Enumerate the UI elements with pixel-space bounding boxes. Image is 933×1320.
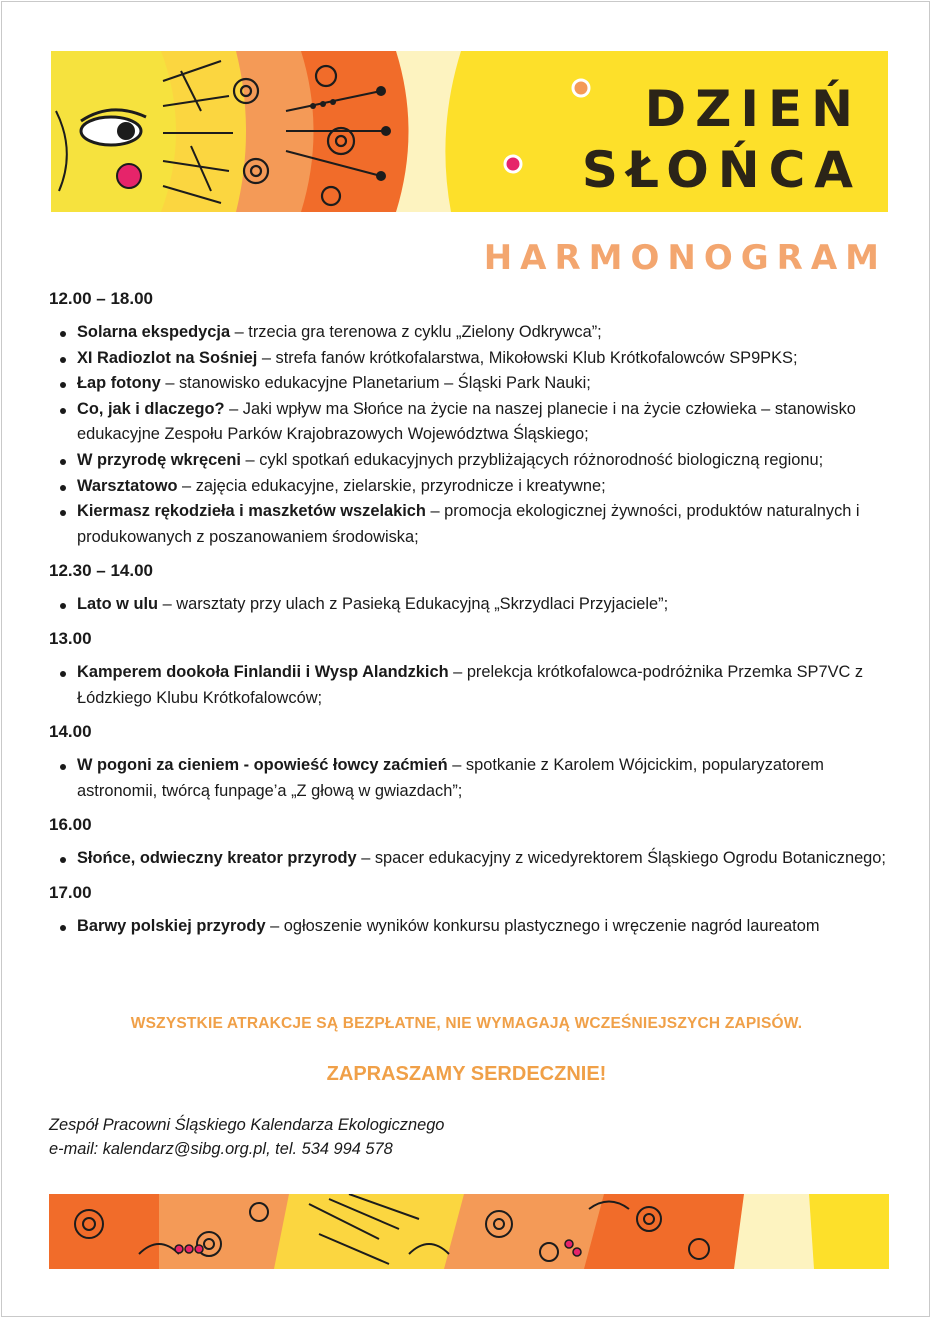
event-item bbox=[77, 397, 899, 448]
event-description: – spotkanie z Karolem Wójcickim, popularyzatorem astronomii, twórcą funpage’a „Z głową w gwiazdach”; bbox=[77, 756, 824, 800]
event-title: W pogoni za cieniem - opowieść łowcy zaćmień bbox=[77, 756, 448, 775]
time-heading: 16.00 bbox=[49, 815, 92, 835]
event-item bbox=[77, 346, 899, 372]
event-item bbox=[77, 660, 899, 711]
event-title: Barwy polskiej przyrody bbox=[77, 916, 266, 935]
invitation-text: ZAPRASZAMY SERDECZNIE! bbox=[326, 1063, 607, 1085]
event-item bbox=[77, 753, 899, 804]
event-list bbox=[49, 660, 899, 711]
event-description: – warsztaty przy ulach z Pasieką Edukacyjną „Skrzydlaci Przyjaciele”; bbox=[158, 595, 669, 614]
event-item bbox=[77, 448, 899, 474]
event-title: Kiermasz rękodzieła i maszketów wszelakich bbox=[77, 502, 426, 521]
time-heading: 12.30 – 14.00 bbox=[49, 561, 153, 581]
event-list bbox=[49, 753, 899, 804]
contact-details: e-mail: kalendarz@sibg.org.pl, tel. 534 994 578 bbox=[49, 1140, 393, 1158]
event-description: – cykl spotkań edukacyjnych przybliżających różnorodność biologiczną regionu; bbox=[240, 450, 824, 469]
event-title: Warsztatowo bbox=[77, 476, 178, 495]
event-item bbox=[77, 592, 899, 618]
event-item bbox=[77, 499, 899, 550]
top-banner bbox=[51, 51, 888, 212]
event-title: Co, jak i dlaczego? bbox=[77, 399, 225, 418]
event-list bbox=[49, 592, 899, 618]
event-item bbox=[77, 320, 899, 346]
event-title: Słońce, odwieczny kreator przyrody bbox=[77, 849, 357, 868]
event-item bbox=[77, 474, 899, 500]
contact-info bbox=[49, 1113, 444, 1161]
event-title: XI Radiozlot na Sośniej bbox=[77, 348, 258, 367]
event-description: – stanowisko edukacyjne Planetarium – Śląski Park Nauki; bbox=[160, 374, 591, 393]
event-description: – strefa fanów krótkofalarstwa, Mikołowski Klub Krótkofalowców SP9PKS; bbox=[257, 348, 798, 367]
free-admission-notice: WSZYSTKIE ATRAKCJE SĄ BEZPŁATNE, NIE WYMAGAJĄ WCZEŚNIEJSZYCH ZAPISÓW. bbox=[130, 1015, 803, 1032]
footer-banner bbox=[49, 1194, 889, 1269]
event-title: Kamperem dookoła Finlandii i Wysp Alandzkich bbox=[77, 662, 449, 681]
time-heading: 14.00 bbox=[49, 722, 92, 742]
schedule bbox=[49, 287, 899, 949]
event-description: – prelekcja krótkofalowca-podróżnika Przemka SP7VC z Łódzkiego Klubu Krótkofalowców; bbox=[77, 662, 864, 707]
event-title: Lato w ulu bbox=[77, 595, 159, 614]
time-heading: 12.00 – 18.00 bbox=[49, 289, 153, 308]
event-item bbox=[77, 846, 899, 872]
event-description: – ogłoszenie wyników konkursu plastycznego i wręczenie nagród laureatom bbox=[265, 916, 820, 935]
event-title: Łap fotony bbox=[77, 374, 161, 393]
event-description: – Jaki wpływ ma Słońce na życie na naszej planecie i na życie człowieka – stanowisko edukacyjne Zespołu Parków Krajobrazowych Województwa Śląskiego; bbox=[77, 399, 856, 444]
pattern-illustration bbox=[49, 1194, 889, 1269]
event-item bbox=[77, 371, 899, 397]
event-list bbox=[49, 914, 899, 940]
event-item bbox=[77, 914, 899, 940]
organizer-name: Zespół Pracowni Śląskiego Kalendarza Ekologicznego bbox=[49, 1116, 445, 1134]
subtitle: HARMONOGRAM bbox=[483, 238, 887, 278]
event-description: – zajęcia edukacyjne, zielarskie, przyrodnicze i kreatywne; bbox=[177, 476, 606, 495]
title-line-2: SŁOŃCA bbox=[581, 141, 862, 199]
event-list bbox=[49, 846, 899, 872]
event-description: – trzecia gra terenowa z cyklu „Zielony Odkrywca”; bbox=[230, 323, 602, 341]
time-heading: 13.00 bbox=[49, 628, 92, 648]
time-heading: 17.00 bbox=[49, 882, 92, 902]
title-line-1: DZIEŃ bbox=[644, 80, 862, 138]
event-list bbox=[49, 320, 899, 550]
event-title: Solarna ekspedycja bbox=[77, 323, 231, 341]
event-description: – spacer edukacyjny z wicedyrektorem Śląskiego Ogrodu Botanicznego; bbox=[356, 849, 886, 868]
event-title: W przyrodę wkręceni bbox=[77, 450, 241, 469]
event-description: – promocja ekologicznej żywności, produktów naturalnych i produkowanych z poszanowaniem środowiska; bbox=[77, 502, 860, 546]
